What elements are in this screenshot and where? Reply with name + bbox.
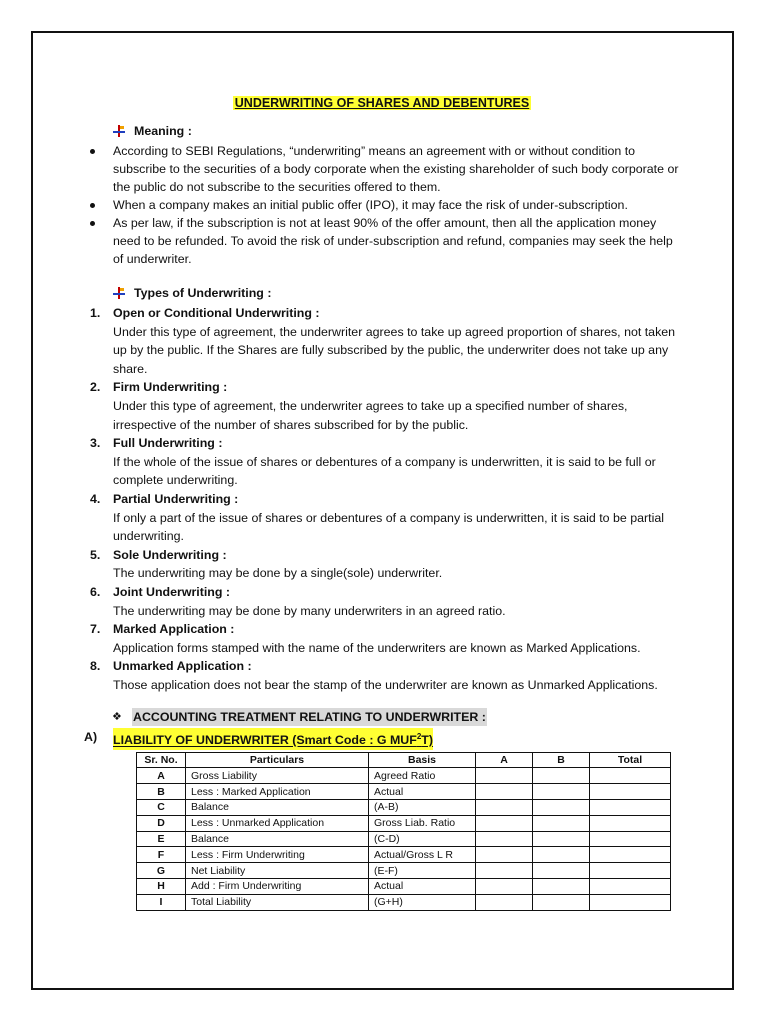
meaning-heading: Meaning : xyxy=(112,122,680,140)
list-item: When a company makes an initial public offer (IPO), it may face the risk of under-subscription. xyxy=(84,196,680,214)
list-item: 6. Joint Underwriting : The underwriting may be done by many underwriters in an agreed ratio. xyxy=(90,584,506,618)
liability-subheading: A) LIABILITY OF UNDERWRITER (Smart Code : G MUF$^2$T) xyxy=(84,730,433,748)
header-sr-no: Sr. No. xyxy=(137,752,186,768)
page-title: UNDERWRITING OF SHARES AND DEBENTURES xyxy=(234,96,530,110)
list-item: As per law, if the subscription is not at least 90% of the offer amount, then all the application money need to be refunded. To avoid the risk of under-subscription and refund, companies may seek the help of underwriter. xyxy=(84,214,680,268)
accounting-heading: ❖ ACCOUNTING TREATMENT RELATING TO UNDERWRITER : xyxy=(112,710,486,725)
list-item: 1. Open or Conditional Underwriting : Under this type of agreement, the underwriter agrees to take up agreed proportion of shares, not taken up by the public. If the Shares are fully subscribed by the public, the underwriter does not take up any share. xyxy=(90,306,676,376)
liability-table xyxy=(136,752,671,911)
table-row: C Balance (A-B) xyxy=(137,799,671,815)
table-row: H Add : Firm Underwriting Actual xyxy=(137,878,671,894)
types-heading: Types of Underwriting : xyxy=(112,284,680,302)
header-basis: Basis xyxy=(369,752,476,768)
list-item: 5. Sole Underwriting : The underwriting may be done by a single(sole) underwriter. xyxy=(90,547,443,581)
diamond-bullet-icon: ❖ xyxy=(112,711,122,724)
header-b: B xyxy=(533,752,590,768)
header-a: A xyxy=(476,752,533,768)
flag-bullet-icon xyxy=(112,124,126,138)
list-item: 4. Partial Underwriting : If only a part of the issue of shares or debentures of a company is underwritten, it is said to be partial underwriting. xyxy=(90,491,664,544)
table-header-row xyxy=(137,752,671,768)
list-item: 8. Unmarked Application : Those application does not bear the stamp of the underwriter are known as Unmarked Applications. xyxy=(90,659,658,692)
list-item: 3. Full Underwriting : If the whole of the issue of shares or debentures of a company is underwritten, it is said to be full or complete underwriting. xyxy=(90,436,656,488)
table-row: A Gross Liability Agreed Ratio xyxy=(137,768,671,784)
list-item: According to SEBI Regulations, “underwriting” means an agreement with or without condition to subscribe to the securities of a body corporate when the existing shareholder of such body corporate or the public do not subscribe to the securities offered to them. xyxy=(84,142,680,196)
table-row: B Less : Marked Application Actual xyxy=(137,784,671,800)
header-particulars: Particulars xyxy=(186,752,369,768)
table-row: F Less : Firm Underwriting Actual/Gross L R xyxy=(137,847,671,863)
document-content xyxy=(84,92,680,911)
flag-bullet-icon xyxy=(112,286,126,300)
list-item: 7. Marked Application : Application forms stamped with the name of the underwriters are known as Marked Applications. xyxy=(90,622,641,655)
header-total: Total xyxy=(590,752,671,768)
table-row: G Net Liability (E-F) xyxy=(137,863,671,879)
table-row: D Less : Unmarked Application Gross Liab. Ratio xyxy=(137,815,671,831)
list-item: 2. Firm Underwriting : Under this type of agreement, the underwriter agrees to take up a specified number of shares, irrespective of the number of shares subscribed for by the public. xyxy=(90,380,628,432)
table-row: E Balance (C-D) xyxy=(137,831,671,847)
types-list xyxy=(84,304,680,694)
table-row: I Total Liability (G+H) xyxy=(137,894,671,910)
meaning-list xyxy=(84,142,680,268)
